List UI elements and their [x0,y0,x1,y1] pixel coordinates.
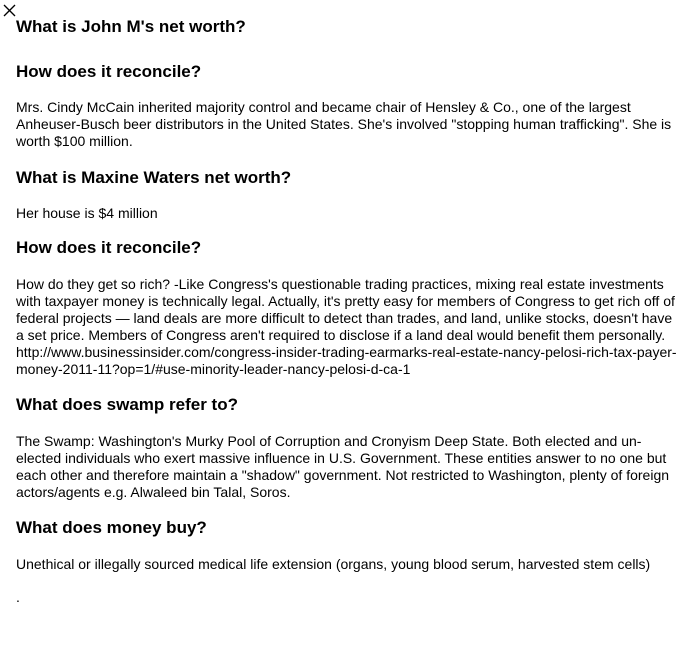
answer-text: Unethical or illegally sourced medical life extension (organs, young blood serum, harvested stem cells) [16,556,651,572]
question-heading: What does swamp refer to? [16,395,238,414]
content-panel [16,16,678,606]
trailing-text: . [16,589,20,605]
answer-text: Mrs. Cindy McCain inherited majority control and became chair of Hensley & Co., one of the largest Anheuser-Busch beer distributors in the United States. She's involved "stopping human trafficking". She is worth $100 million. [16,99,672,149]
answer-text: How do they get so rich? -Like Congress's questionable trading practices, mixing real estate investments with taxpayer money is technically legal. Actually, it's pretty easy for members of Congress to get rich off of federal projects — land deals are more difficult to detect than trades, and land, unlike stocks, doesn't have a set price. Members of Congress aren't required to disclose if a land deal would benefit them personally. http://www.businessinsider.com/congress-insider-trading-earmarks-real-estate-nancy-pelosi-rich-tax-payer-money-2011-11?op=1/#use-minority-leader-nancy-pelosi-d-ca-1 [16,276,677,377]
question-heading: How does it reconcile? [16,238,202,257]
question-heading: What is Maxine Waters net worth? [16,168,292,187]
question-heading: How does it reconcile? [16,62,202,81]
question-heading: What does money buy? [16,518,207,537]
answer-text: Her house is $4 million [16,205,158,221]
question-heading: What is John M's net worth? [16,17,246,36]
close-icon [3,4,16,17]
answer-text: The Swamp: Washington's Murky Pool of Corruption and Cronyism Deep State. Both elected and un-elected individuals who exert massive influence in U.S. Government. These entities answer to no one but each other and therefore maintain a "shadow" government. Not restricted to Washington, plenty of foreign actors/agents e.g. Alwaleed bin Talal, Soros. [16,433,670,500]
